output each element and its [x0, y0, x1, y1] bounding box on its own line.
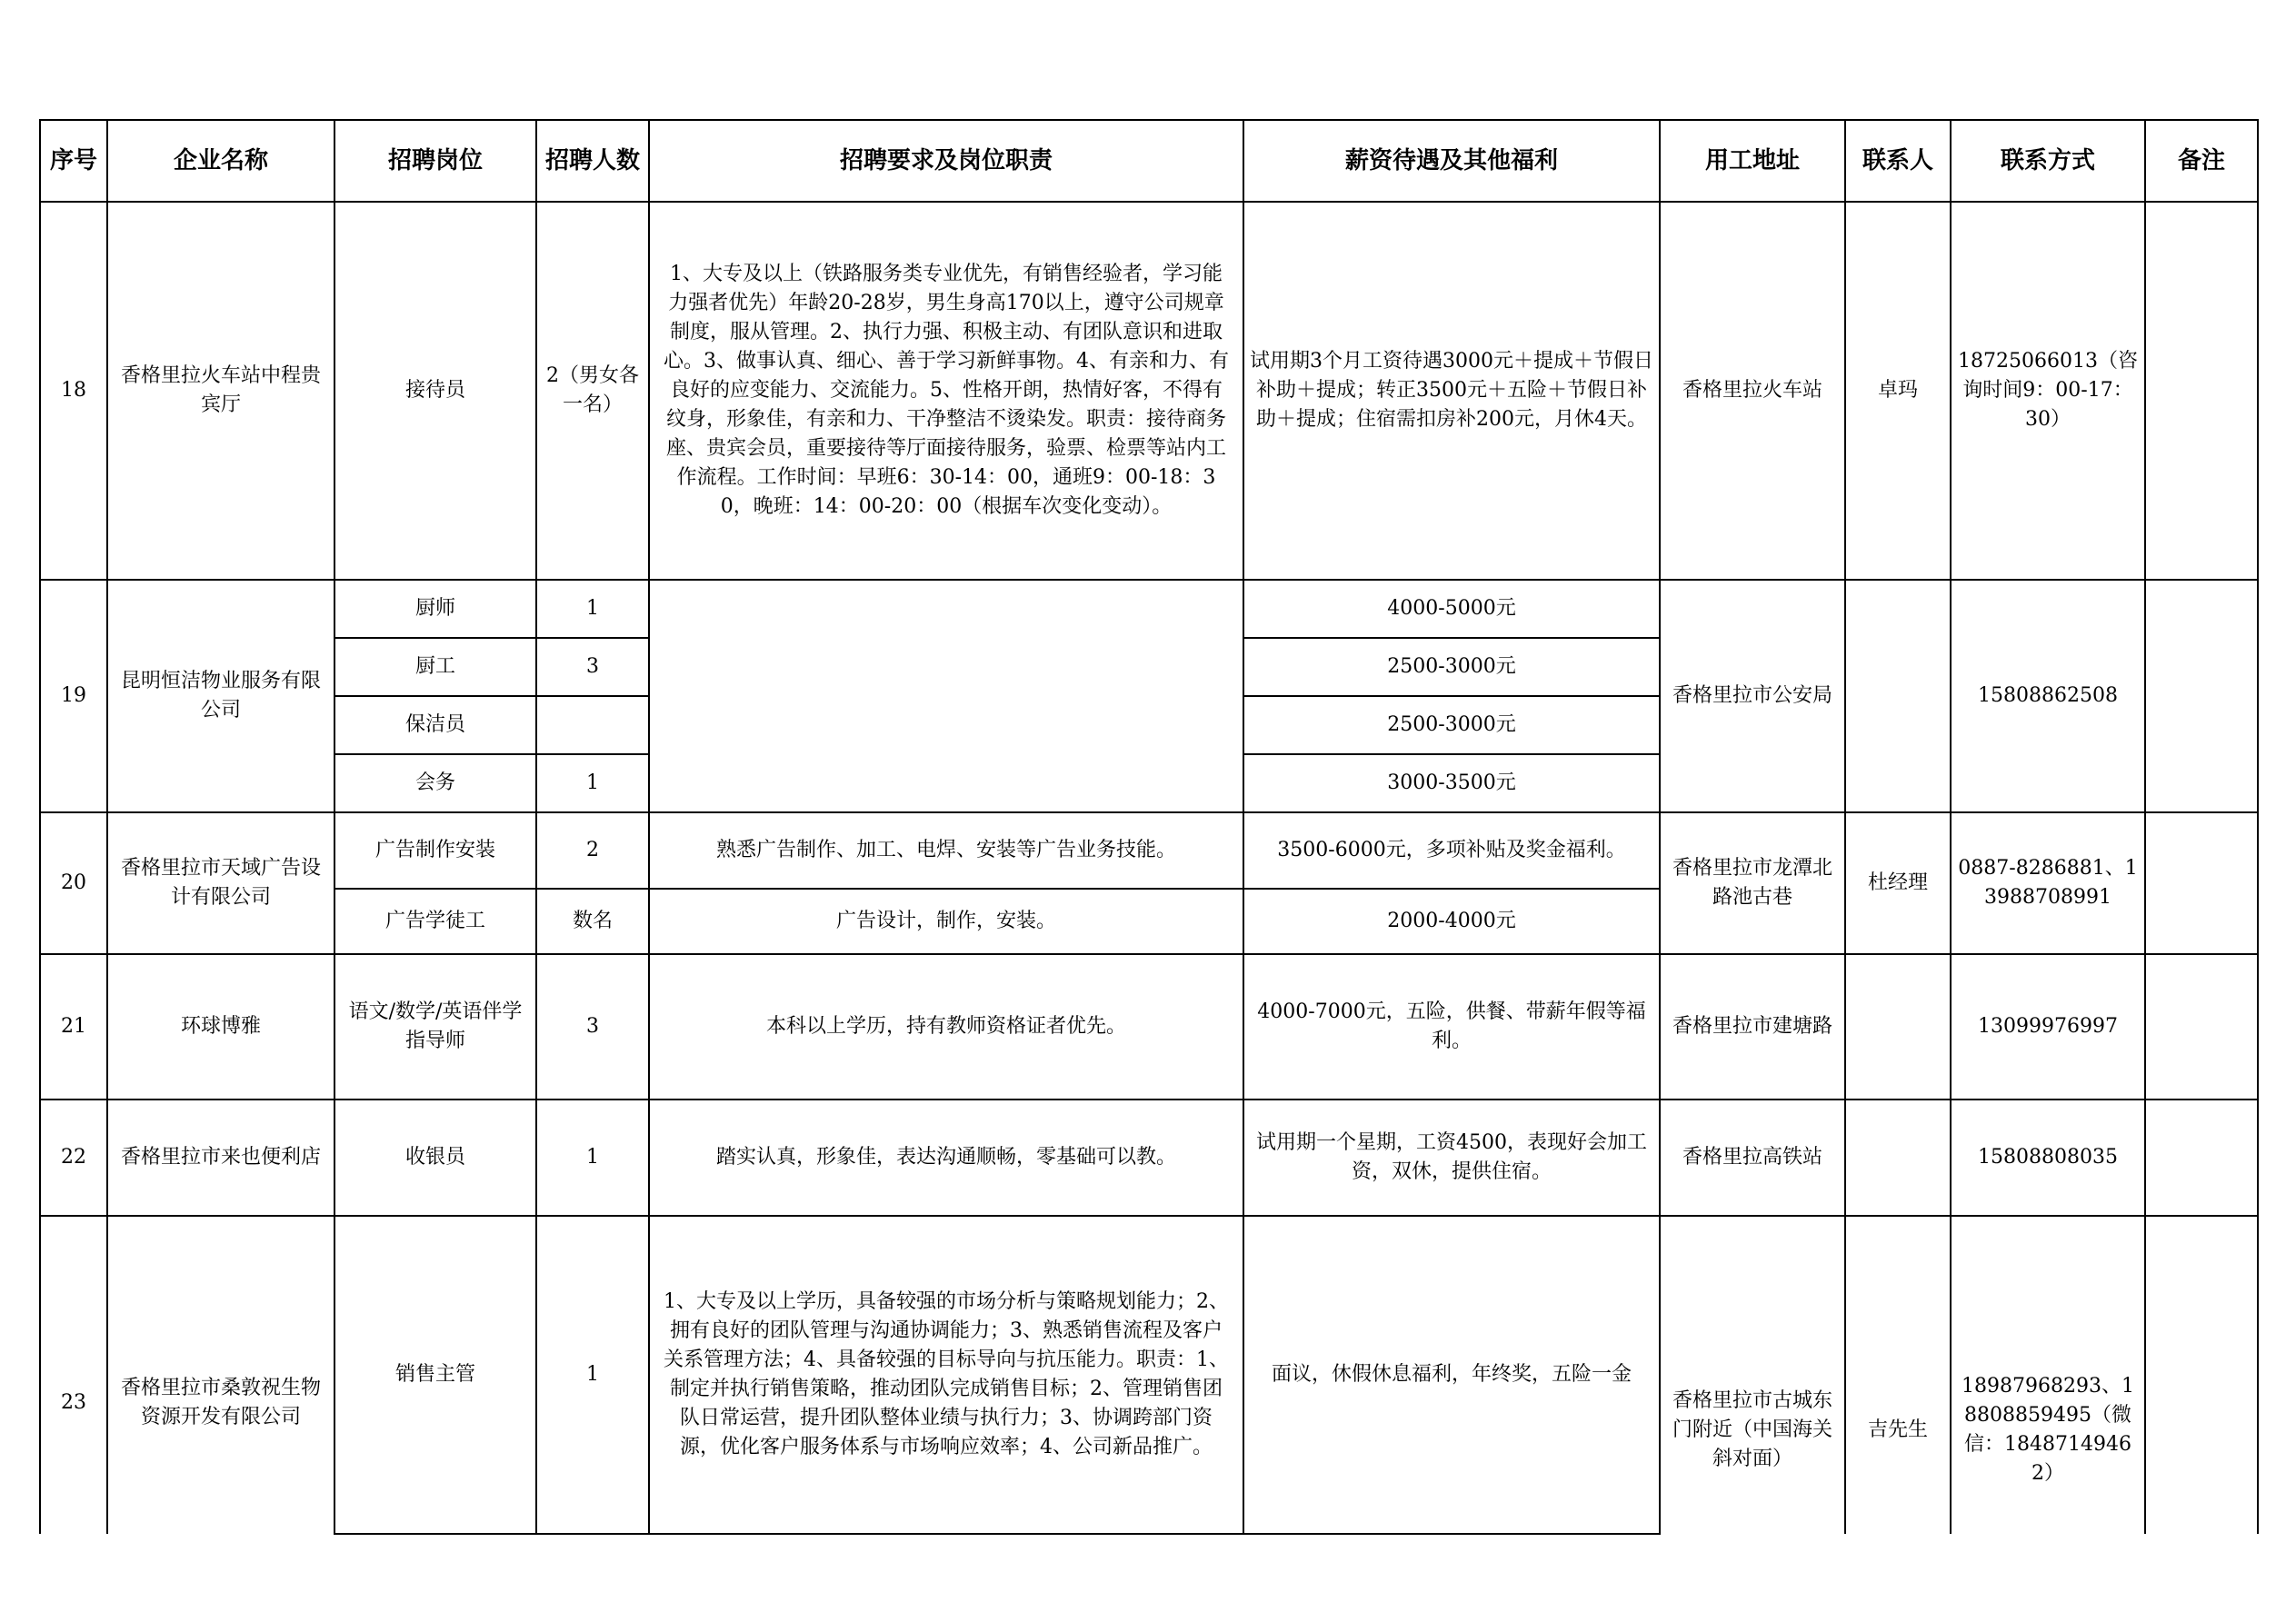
cell-phone: 15808808035: [1951, 1100, 2145, 1216]
cell-address: 香格里拉市建塘路: [1660, 954, 1845, 1100]
cell-salary: 4000-7000元，五险，供餐、带薪年假等福利。: [1243, 954, 1660, 1100]
header-row: [40, 120, 2258, 202]
cell-salary: 2000-4000元: [1243, 889, 1660, 954]
cell-count: [536, 696, 649, 754]
cell-salary: 试用期3个月工资待遇3000元＋提成＋节假日补助＋提成；转正3500元＋五险＋节假日补助＋提成；住宿需扣房补200元，月休4天。: [1243, 202, 1660, 580]
cell-phone: 0887-8286881、13988708991: [1951, 812, 2145, 954]
cell-phone: 13099976997: [1951, 954, 2145, 1100]
cell-no: 23: [40, 1216, 107, 1534]
cell-contact: 吉先生: [1845, 1216, 1951, 1534]
cell-company: 香格里拉火车站中程贵宾厅: [107, 202, 334, 580]
cell-salary: 3500-6000元，多项补贴及奖金福利。: [1243, 812, 1660, 889]
header-address: 用工地址: [1660, 120, 1845, 202]
header-company: 企业名称: [107, 120, 334, 202]
header-count: 招聘人数: [536, 120, 649, 202]
cell-count: 1: [536, 1100, 649, 1216]
cell-count: 1: [536, 1216, 649, 1534]
table-row: [40, 1100, 2258, 1216]
cell-no: 19: [40, 580, 107, 812]
cell-requirements: 熟悉广告制作、加工、电焊、安装等广告业务技能。: [649, 812, 1243, 889]
cell-address: 香格里拉市龙潭北路池古巷: [1660, 812, 1845, 954]
cell-remark: [2145, 812, 2258, 954]
cell-contact: 卓玛: [1845, 202, 1951, 580]
cell-position: 接待员: [334, 202, 536, 580]
cell-phone: 18987968293、18808859495（微信：18487149462）: [1951, 1216, 2145, 1534]
cell-salary: 3000-3500元: [1243, 754, 1660, 812]
cell-contact: [1845, 1100, 1951, 1216]
cell-phone: 15808862508: [1951, 580, 2145, 812]
cell-count: 数名: [536, 889, 649, 954]
cell-position: 收银员: [334, 1100, 536, 1216]
cell-remark: [2145, 1100, 2258, 1216]
cell-position: 语文/数学/英语伴学指导师: [334, 954, 536, 1100]
header-requirements: 招聘要求及岗位职责: [649, 120, 1243, 202]
cell-company: 昆明恒洁物业服务有限公司: [107, 580, 334, 812]
cell-no: 21: [40, 954, 107, 1100]
cell-requirements: 踏实认真，形象佳，表达沟通顺畅，零基础可以教。: [649, 1100, 1243, 1216]
cell-no: 22: [40, 1100, 107, 1216]
cell-position: 广告学徒工: [334, 889, 536, 954]
cell-remark: [2145, 580, 2258, 812]
recruitment-table: [39, 119, 2259, 1535]
cell-count: 2: [536, 812, 649, 889]
cell-position: 销售主管: [334, 1216, 536, 1534]
header-contact: 联系人: [1845, 120, 1951, 202]
cell-requirements: 1、大专及以上学历，具备较强的市场分析与策略规划能力；2、拥有良好的团队管理与沟通协调能力；3、熟悉销售流程及客户关系管理方法；4、具备较强的目标导向与抗压能力。职责：1、制定并执行销售策略，推动团队完成销售目标；2、管理销售团队日常运营，提升团队整体业绩与执行力；3、协调跨部门资源，优化客户服务体系与市场响应效率；4、公司新品推广。: [649, 1216, 1243, 1534]
cell-position: 厨师: [334, 580, 536, 638]
cell-salary: 面议，休假休息福利，年终奖，五险一金: [1243, 1216, 1660, 1534]
cell-salary: 2500-3000元: [1243, 638, 1660, 696]
cell-company: 香格里拉市来也便利店: [107, 1100, 334, 1216]
cell-count: 3: [536, 638, 649, 696]
table-row: [40, 1216, 2258, 1534]
header-remark: 备注: [2145, 120, 2258, 202]
cell-contact: [1845, 580, 1951, 812]
cell-position: 会务: [334, 754, 536, 812]
cell-company: 香格里拉市桑敦祝生物资源开发有限公司: [107, 1216, 334, 1534]
header-position: 招聘岗位: [334, 120, 536, 202]
table-row: [40, 202, 2258, 580]
cell-position: 保洁员: [334, 696, 536, 754]
cell-salary: 4000-5000元: [1243, 580, 1660, 638]
cell-company: 环球博雅: [107, 954, 334, 1100]
cell-company: 香格里拉市天域广告设计有限公司: [107, 812, 334, 954]
header-phone: 联系方式: [1951, 120, 2145, 202]
cell-address: 香格里拉市公安局: [1660, 580, 1845, 812]
cell-requirements: 广告设计，制作，安装。: [649, 889, 1243, 954]
header-salary: 薪资待遇及其他福利: [1243, 120, 1660, 202]
table-row: [40, 812, 2258, 889]
cell-count: 1: [536, 754, 649, 812]
cell-count: 3: [536, 954, 649, 1100]
cell-requirements: [649, 580, 1243, 812]
cell-count: 1: [536, 580, 649, 638]
table-row: [40, 580, 2258, 638]
cell-address: 香格里拉火车站: [1660, 202, 1845, 580]
cell-salary: 2500-3000元: [1243, 696, 1660, 754]
cell-remark: [2145, 1216, 2258, 1534]
cell-contact: [1845, 954, 1951, 1100]
cell-contact: 杜经理: [1845, 812, 1951, 954]
cell-requirements: 本科以上学历，持有教师资格证者优先。: [649, 954, 1243, 1100]
recruitment-sheet: [39, 119, 2259, 1535]
cell-requirements: 1、大专及以上（铁路服务类专业优先，有销售经验者，学习能力强者优先）年龄20-28岁，男生身高170以上，遵守公司规章制度，服从管理。2、执行力强、积极主动、有团队意识和进取心。3、做事认真、细心、善于学习新鲜事物。4、有亲和力、有良好的应变能力、交流能力。5、性格开朗，热情好客，不得有纹身，形象佳，有亲和力、干净整洁不烫染发。职责：接待商务座、贵宾会员，重要接待等厅面接待服务，验票、检票等站内工作流程。工作时间：早班6：30-14：00，通班9：00-18：30，晚班：14：00-20：00（根据车次变化变动）。: [649, 202, 1243, 580]
cell-address: 香格里拉高铁站: [1660, 1100, 1845, 1216]
cell-count: 2（男女各一名）: [536, 202, 649, 580]
table-row: [40, 954, 2258, 1100]
cell-address: 香格里拉市古城东门附近（中国海关斜对面）: [1660, 1216, 1845, 1534]
cell-position: 厨工: [334, 638, 536, 696]
cell-remark: [2145, 202, 2258, 580]
cell-remark: [2145, 954, 2258, 1100]
cell-no: 18: [40, 202, 107, 580]
cell-salary: 试用期一个星期，工资4500，表现好会加工资，双休，提供住宿。: [1243, 1100, 1660, 1216]
cell-position: 广告制作安装: [334, 812, 536, 889]
cell-no: 20: [40, 812, 107, 954]
header-no: 序号: [40, 120, 107, 202]
cell-phone: 18725066013（咨询时间9：00-17：30）: [1951, 202, 2145, 580]
